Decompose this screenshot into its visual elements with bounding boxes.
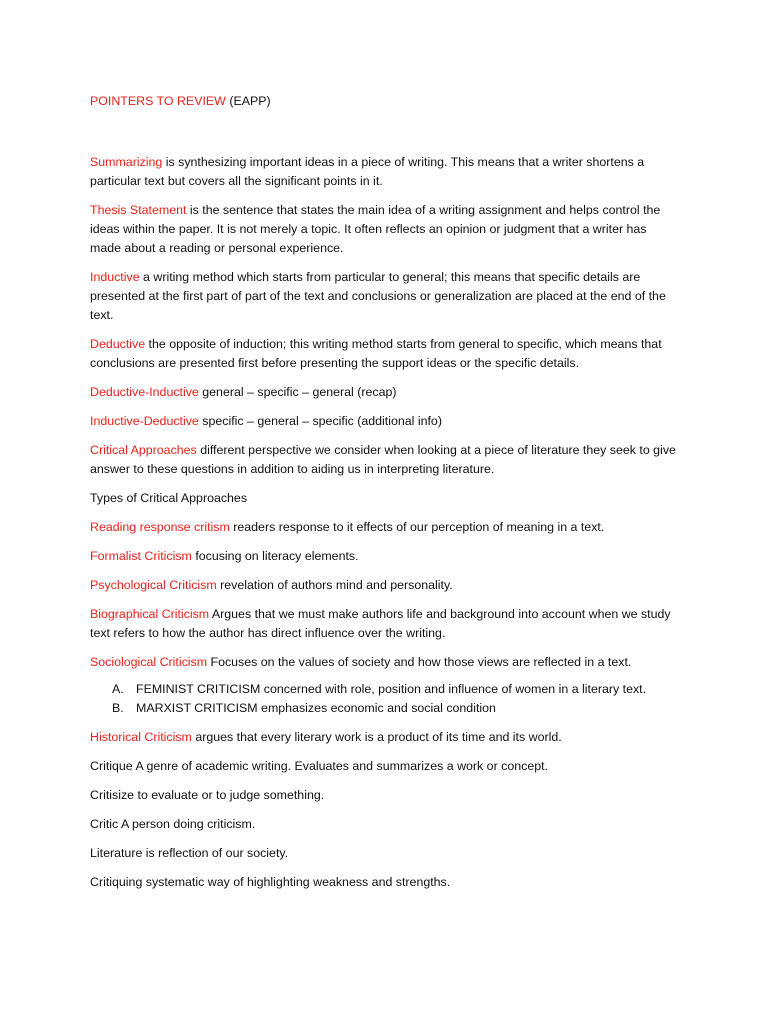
definition: the opposite of induction; this writing method starts from general to specific, which means that conclusions are presented first before presenting the support ideas or the specific details. — [90, 337, 662, 370]
document-title — [90, 92, 680, 111]
paragraph-psychological — [90, 576, 680, 595]
definition: focusing on literacy elements. — [191, 549, 359, 563]
term: Biographical Criticism — [90, 607, 210, 621]
term: Sociological Criticism — [90, 655, 208, 669]
paragraph-literature — [90, 844, 680, 863]
paragraph-inductive — [90, 268, 680, 325]
definition: Critisize to evaluate or to judge something. — [90, 788, 325, 802]
paragraph-deductive — [90, 335, 680, 373]
list-text: FEMINIST CRITICISM concerned with role, position and influence of women in a literary text. — [136, 682, 647, 696]
paragraph-sociological — [90, 653, 680, 672]
term: Inductive-Deductive — [90, 414, 199, 428]
paragraph-critical-approaches — [90, 441, 680, 479]
term: Historical Criticism — [90, 730, 192, 744]
definition: readers response to it effects of our perception of meaning in a text. — [229, 520, 605, 534]
definition: is the sentence that states the main idea of a writing assignment and helps control the ideas within the paper. It is not merely a topic. It often reflects an opinion or judgment that a writer has made about a reading or personal experience. — [90, 203, 661, 255]
term: Inductive — [90, 270, 140, 284]
definition: revelation of authors mind and personality. — [216, 578, 453, 592]
definition: Critique A genre of academic writing. Evaluates and summarizes a work or concept. — [90, 759, 548, 773]
term: Formalist Criticism — [90, 549, 192, 563]
definition: general – specific – general (recap) — [198, 385, 397, 399]
list-item — [90, 699, 680, 718]
definition: Critic A person doing criticism. — [90, 817, 256, 831]
term: Deductive — [90, 337, 146, 351]
criticism-list — [90, 680, 680, 718]
paragraph-reading-response — [90, 518, 680, 537]
paragraph-biographical — [90, 605, 680, 643]
list-item — [90, 680, 680, 699]
paragraph-critique — [90, 757, 680, 776]
definition: specific – general – specific (additional info) — [198, 414, 442, 428]
term: Critical Approaches — [90, 443, 197, 457]
definition: different perspective we consider when looking at a piece of literature they seek to give answer to these questions in addition to aiding us in interpreting literature. — [90, 443, 676, 476]
definition: Critiquing systematic way of highlighting weakness and strengths. — [90, 875, 451, 889]
paragraph-thesis-statement — [90, 201, 680, 258]
paragraph-summarizing — [90, 153, 680, 191]
definition: Focuses on the values of society and how those views are reflected in a text. — [207, 655, 632, 669]
definition: Types of Critical Approaches — [90, 491, 248, 505]
paragraph-inductive-deductive — [90, 412, 680, 431]
definition: a writing method which starts from particular to general; this means that specific details are presented at the first part of part of the text and conclusions or generalization are placed at the end of the text. — [90, 270, 666, 322]
list-text: MARXIST CRITICISM emphasizes economic and social condition — [136, 701, 496, 715]
paragraph-critic — [90, 815, 680, 834]
term: Reading response critism — [90, 520, 230, 534]
list-marker: A. — [112, 682, 124, 696]
paragraph-types-heading — [90, 489, 680, 508]
title-red: POINTERS TO REVIEW — [90, 94, 226, 108]
paragraph-critiquing — [90, 873, 680, 892]
definition: argues that every literary work is a product of its time and its world. — [191, 730, 562, 744]
definition: Argues that we must make authors life and background into account when we study text refers to how the author has direct influence over the writing. — [90, 607, 671, 640]
term: Thesis Statement — [90, 203, 187, 217]
paragraph-critisize — [90, 786, 680, 805]
title-black: (EAPP) — [225, 94, 271, 108]
paragraph-deductive-inductive — [90, 383, 680, 402]
paragraph-historical — [90, 728, 680, 747]
definition: Literature is reflection of our society. — [90, 846, 289, 860]
definition: is synthesizing important ideas in a piece of writing. This means that a writer shortens a particular text but covers all the significant points in it. — [90, 155, 645, 188]
paragraphs-after-block — [90, 728, 680, 892]
list-marker: B. — [112, 701, 124, 715]
term: Summarizing — [90, 155, 163, 169]
paragraphs-block — [90, 153, 680, 672]
term: Psychological Criticism — [90, 578, 217, 592]
document-page — [90, 92, 680, 902]
paragraph-formalist — [90, 547, 680, 566]
term: Deductive-Inductive — [90, 385, 199, 399]
